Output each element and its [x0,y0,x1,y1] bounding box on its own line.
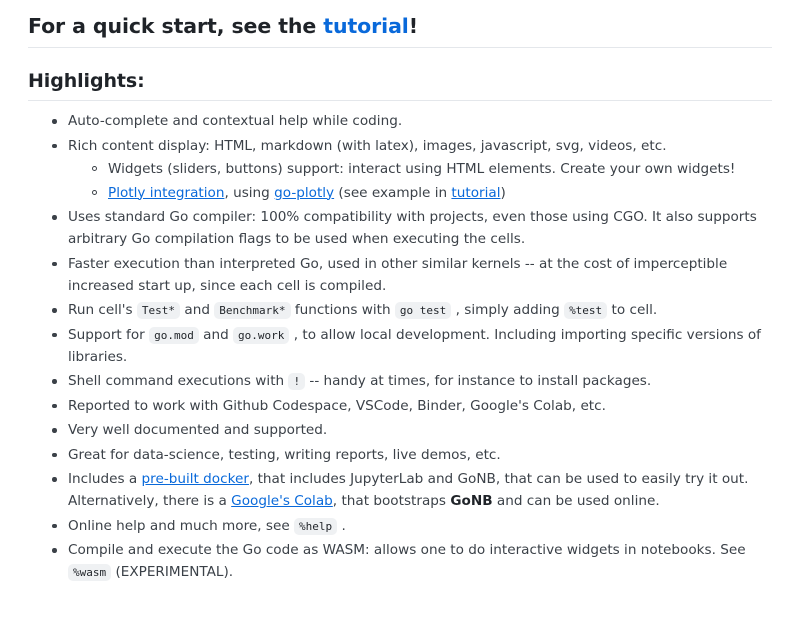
item-text: , to allow local development. Including importing specific versions of libraries. [68,326,761,365]
quick-start-suffix: ! [408,14,418,38]
quick-start-prefix: For a quick start, see the [28,14,324,38]
list-item-go-compiler [50,206,772,250]
code-percent-test: %test [564,302,607,319]
item-text: Great for data-science, testing, writing reports, live demos, etc. [68,446,501,463]
item-text: Reported to work with Github Codespace, VSCode, Binder, Google's Colab, etc. [68,397,606,414]
list-item-plotly [90,182,772,204]
list-item-rich-content [50,135,772,204]
item-text: (EXPERIMENTAL). [111,564,234,581]
code-benchmark-star: Benchmark* [214,302,290,319]
list-item-faster-execution [50,253,772,297]
quick-start-heading [28,14,772,48]
item-text: Auto-complete and contextual help while coding. [68,113,403,129]
list-item-wasm [50,539,772,583]
list-item-widgets [90,158,772,180]
list-item-reported-platforms [50,395,772,417]
item-text: Run cell's [68,302,137,319]
item-text: Widgets (sliders, buttons) support: interact using HTML elements. Create your own widgets! [108,160,736,177]
list-item-run-cell-tests [50,299,772,321]
item-text: and [180,302,215,319]
code-percent-help: %help [294,518,337,535]
item-text: functions with [290,302,395,319]
pre-built-docker-link[interactable]: pre-built docker [141,471,249,488]
list-item-online-help [50,515,772,537]
list-item-autocomplete [50,110,772,132]
go-plotly-link[interactable]: go-plotly [274,184,335,201]
list-item-documented [50,419,772,441]
item-text: Online help and much more, see [68,517,295,534]
plotly-mid-text: , using [224,184,275,201]
list-item-great-for [50,444,772,466]
item-text: to cell. [607,302,658,319]
list-item-docker-colab [50,468,772,512]
item-text: Includes a [68,471,142,488]
tutorial-link[interactable]: tutorial [323,14,409,38]
code-go-work: go.work [233,327,289,344]
code-go-mod: go.mod [149,327,199,344]
code-bang: ! [288,373,305,390]
item-text: Rich content display: HTML, markdown (with latex), images, javascript, svg, videos, etc. [68,137,667,154]
highlights-list [28,110,772,583]
rich-content-sublist [68,158,772,204]
item-text: Compile and execute the Go code as WASM: allows one to do interactive widgets in notebooks. See [68,542,746,559]
item-text: , that includes JupyterLab and GoNB, that can be used to easily try it out. Alternatively, there is a [68,471,749,510]
item-text: , simply adding [451,302,565,319]
item-text: . [337,517,346,534]
list-item-go-mod-work [50,324,772,368]
item-text: Faster execution than interpreted Go, used in other similar kernels -- at the cost of imperceptible increased start up, since each cell is compiled. [68,255,728,294]
google-colab-link[interactable]: Google's Colab [231,493,333,510]
item-text: Support for [68,326,150,343]
plotly-integration-link[interactable]: Plotly integration [108,184,225,201]
item-text: , that bootstraps [332,493,451,510]
item-text: Very well documented and supported. [68,422,328,439]
highlights-heading: Highlights: [28,70,772,101]
gonb-bold-text: GoNB [450,493,493,510]
item-text: and can be used online. [492,493,660,510]
code-go-test: go test [395,302,451,319]
item-text: Shell command executions with [68,373,289,390]
code-percent-wasm: %wasm [68,564,111,581]
item-text: and [198,326,234,343]
tutorial-example-link[interactable]: tutorial [451,184,501,201]
plotly-mid-text-2: (see example in [334,184,452,201]
plotly-end-text: ) [500,184,506,201]
item-text: -- handy at times, for instance to install packages. [305,373,652,390]
list-item-shell-commands [50,370,772,392]
code-test-star: Test* [137,302,180,319]
item-text: Uses standard Go compiler: 100% compatibility with projects, even those using CGO. It also supports arbitrary Go compilation flags to be used when executing the cells. [68,209,757,248]
